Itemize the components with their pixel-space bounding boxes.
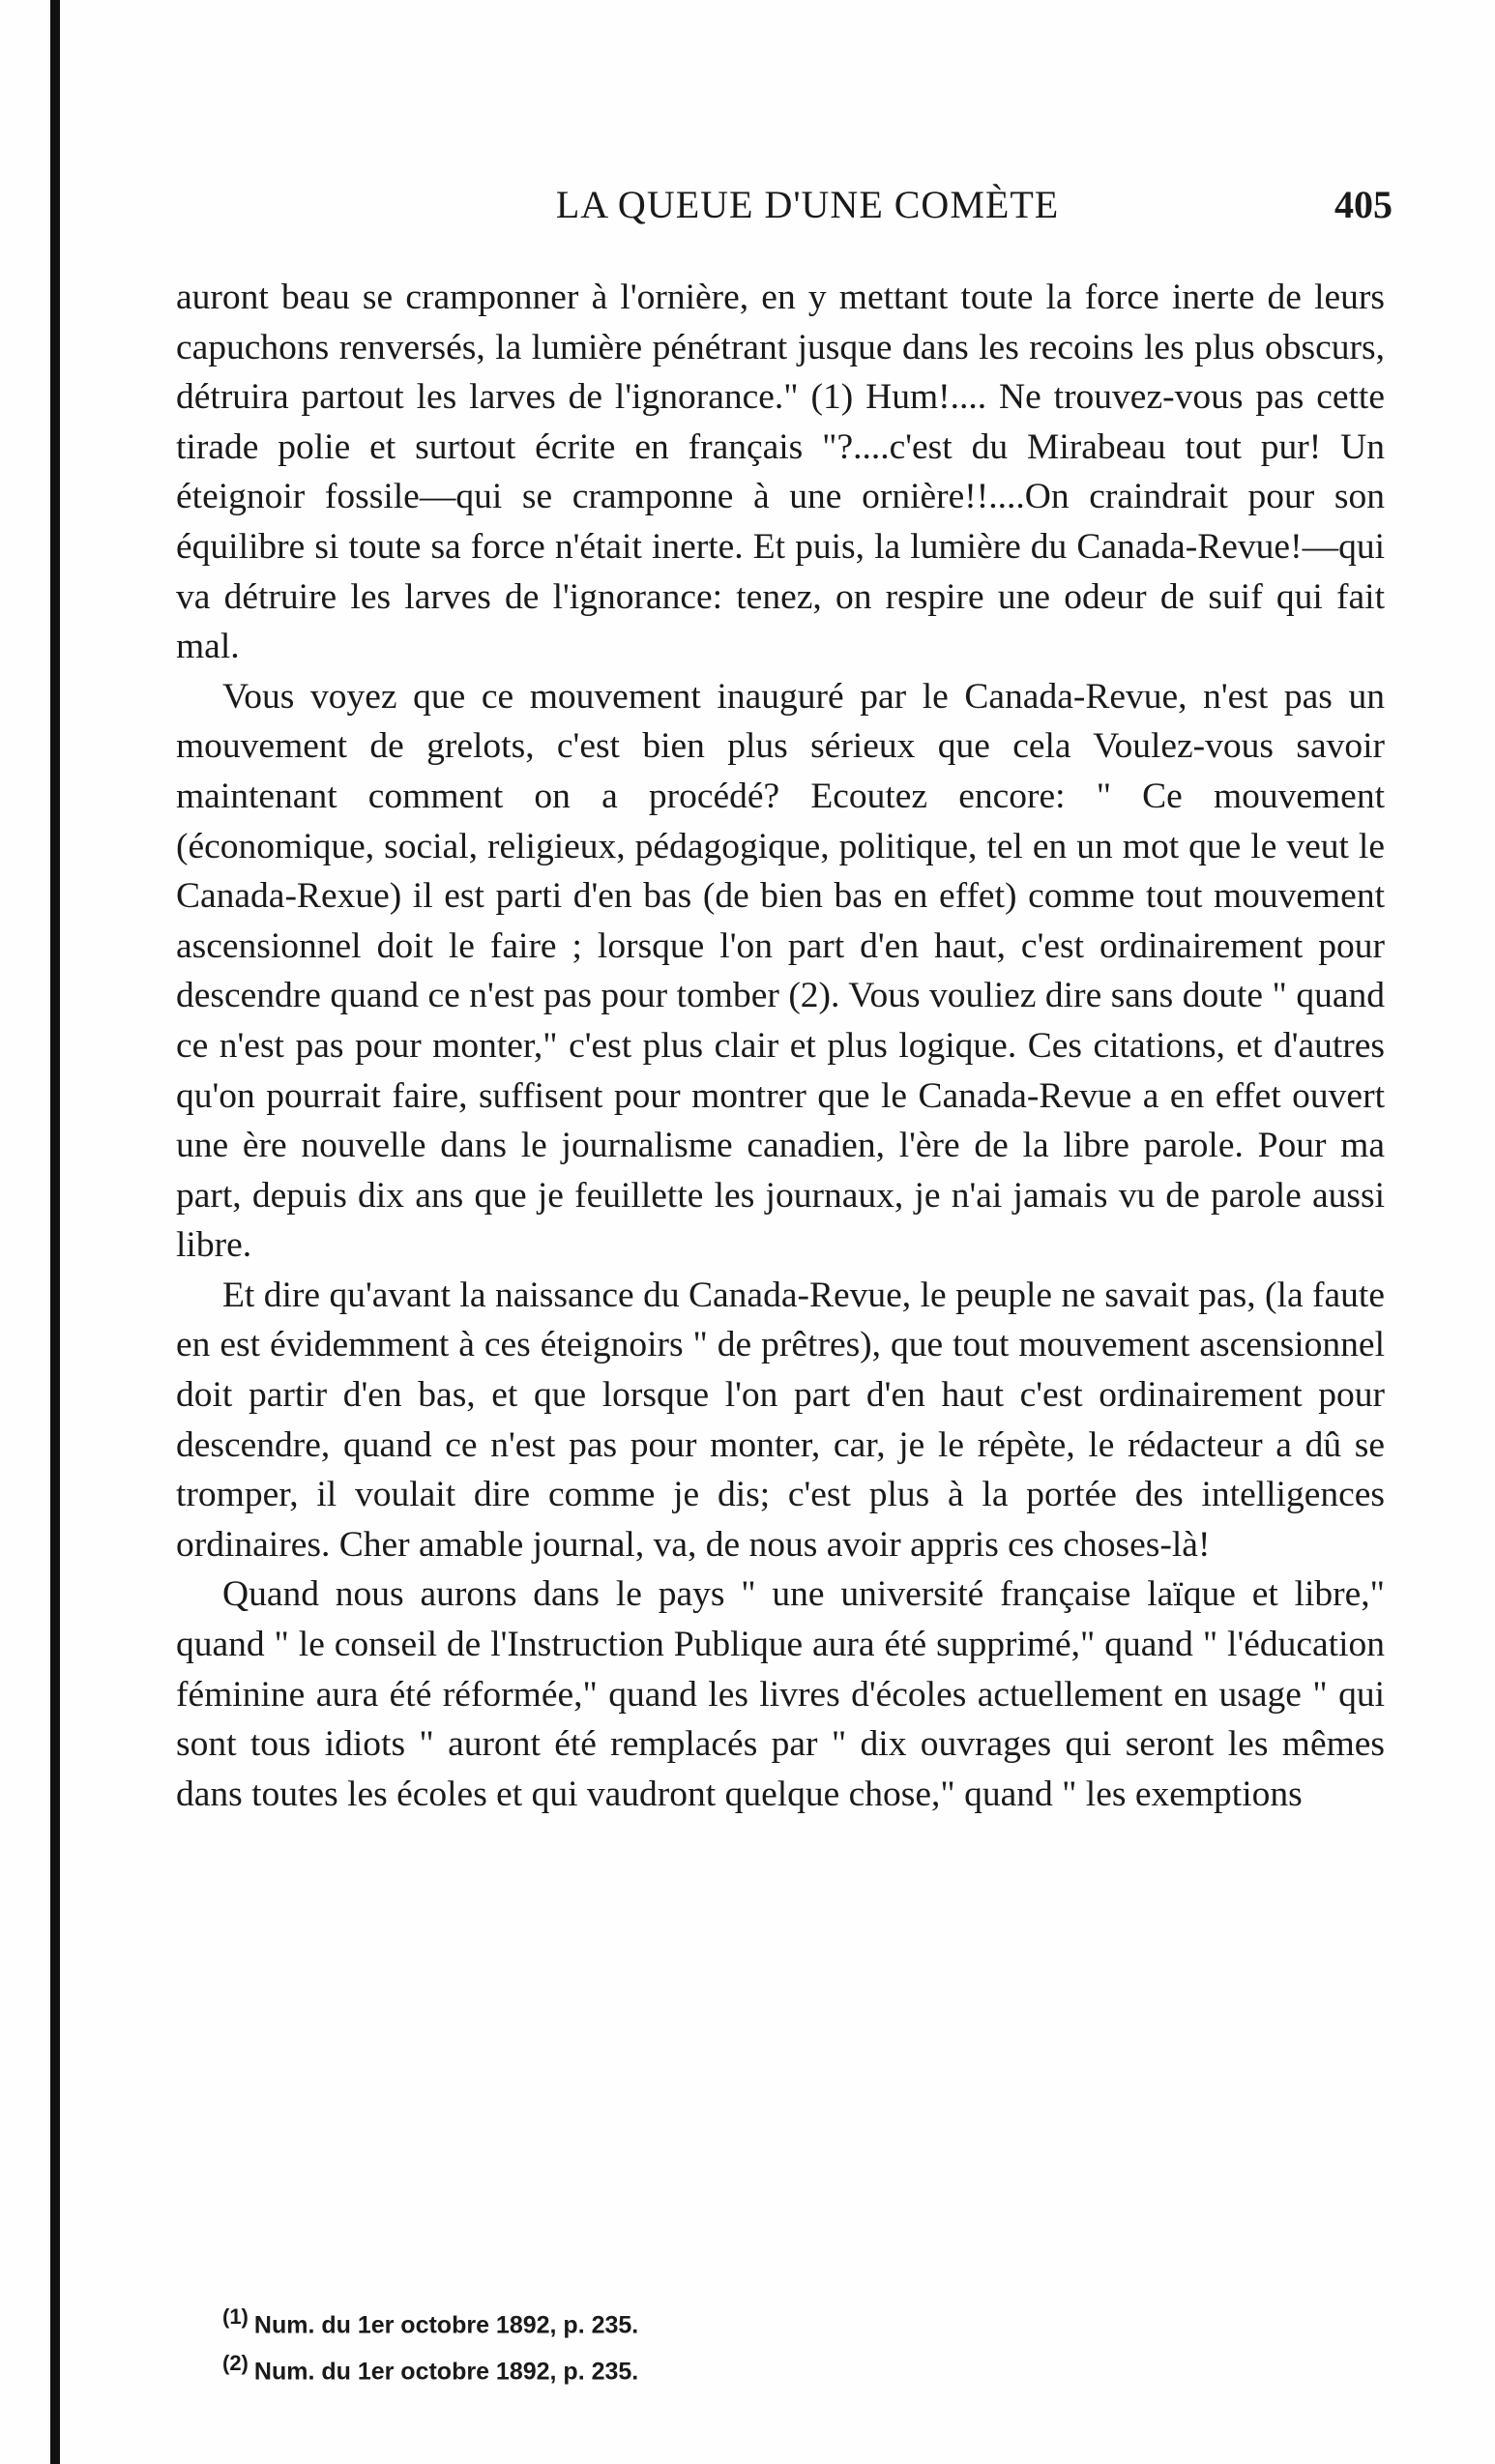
paragraph-2: Vous voyez que ce mouvement inauguré par le Canada-Revue, n'est pas un mouvement de grelots, c'est bien plus sérieux que cela Voulez-vous savoir maintenant comment on a procédé? Ecoutez encore: " Ce mouvement (économique, social, religieux, pédagogique, politique, tel en un mot que le veut le Canada-Rexue) il est parti d'en bas (de bien bas en effet) comme tout mouvement ascensionnel doit le faire ; lorsque l'on part d'en haut, c'est ordinairement pour descendre quand ce n'est pas pour tomber (2). Vous vouliez dire sans doute " quand ce n'est pas pour monter," c'est plus clair et plus logique. Ces citations, et d'autres qu'on pourrait faire, suffisent pour montrer que le Canada-Revue a en effet ouvert une ère nouvelle dans le journalisme canadien, l'ère de la libre parole. Pour ma part, depuis dix ans que je feuillette les journaux, je n'ai jamais vu de parole aussi libre. — [176, 676, 1385, 1266]
footnotes — [222, 2298, 1093, 2391]
paragraph-4: Quand nous aurons dans le pays " une université française laïque et libre," quand " le conseil de l'Instruction Publique aura été supprimé," quand " l'éducation féminine aura été réformée," quand les livres d'écoles actuellement en usage " qui sont tous idiots " auront été remplacés par " dix ouvrages qui seront les mêmes dans toutes les écoles et qui vaudront quelque chose," quand " les exemptions — [176, 1574, 1385, 1814]
footnote-1 — [222, 2298, 1093, 2344]
running-title: LA QUEUE D'UNE COMÈTE — [555, 183, 1060, 226]
page-header — [222, 182, 1392, 240]
footnote-text: Num. du 1er octobre 1892, p. 235. — [253, 2311, 639, 2339]
paragraph-1: auront beau se cramponner à l'ornière, en y mettant toute la force inerte de leurs capuchons renversés, la lumière pénétrant jusque dans les recoins les plus obscurs, détruira partout les larves de l'ignorance." (1) Hum!.... Ne trouvez-vous pas cette tirade polie et surtout écrite en français "?....c'est du Mirabeau tout pur! Un éteignoir fossile—qui se cramponne à une ornière!!....On craindrait pour son équilibre si toute sa force n'était inerte. Et puis, la lumière du Canada-Revue!—qui va détruire les larves de l'ignorance: tenez, on respire une odeur de suif qui fait mal. — [176, 278, 1385, 667]
paragraph-3: Et dire qu'avant la naissance du Canada-Revue, le peuple ne savait pas, (la faute en est évidemment à ces éteignoirs " de prêtres), que tout mouvement ascensionnel doit partir d'en bas, et que lorsque l'on part d'en haut c'est ordinairement pour descendre, quand ce n'est pas pour monter, car, je le répète, le rédacteur a dû se tromper, il voulait dire comme je dis; c'est plus à la portée des intelligences ordinaires. Cher amable journal, va, de nous avoir appris ces choses-là! — [176, 1275, 1385, 1565]
page-number: 405 — [1334, 183, 1392, 226]
book-spine-edge — [50, 0, 60, 2464]
footnote-mark: (1) — [222, 2304, 249, 2329]
footnote-2 — [222, 2344, 1093, 2391]
body-text — [176, 273, 1385, 1819]
footnote-text: Num. du 1er octobre 1892, p. 235. — [253, 2358, 639, 2386]
footnote-mark: (2) — [222, 2351, 249, 2376]
